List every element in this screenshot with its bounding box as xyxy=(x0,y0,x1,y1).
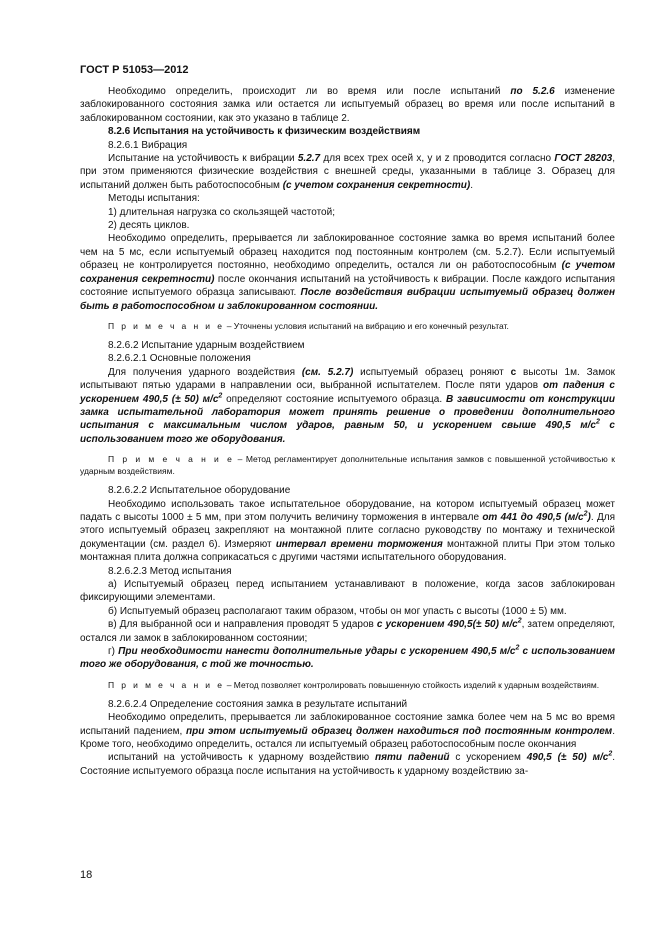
text-segment: 8.2.6.2.1 Основные положения xyxy=(108,353,251,365)
text-segment: Методы испытания: xyxy=(108,193,200,205)
text-segment: Необходимо определить, прерывается ли заблокированное состояние замка во время испытаний более чем на 5 мс, если испытуемый образец находится под постоянным контролем (см. 5.2.7). Если испытуемый образец не контролируется постоянно, необходимо определить, остался ли он работоспособным xyxy=(80,233,615,272)
body-paragraph xyxy=(80,751,615,778)
note-label: П р и м е ч а н и е xyxy=(108,679,225,690)
body-paragraph xyxy=(80,192,615,205)
text-segment: 2 xyxy=(515,644,520,652)
text-segment: изменение заблокированного состояния замка или остается ли испытуемый образец во время или после испытаний в заблокированном состоянии, как это указано в таблице 2. xyxy=(80,86,615,124)
text-segment: по 5.2.6 xyxy=(510,86,555,97)
paragraph-gap xyxy=(80,477,615,484)
text-segment: 1) длительная нагрузка со скользящей частотой; xyxy=(108,206,335,218)
text-segment: с xyxy=(510,366,517,378)
text-segment: а) Испытуемый образец перед испытанием устанавливают в положение, когда засов заблокирован фиксирующими элементами. xyxy=(80,579,615,604)
text-segment: монтажной плиты При этом только монтажная плита должна соприкасаться с другими частями испытательного оборудования. xyxy=(80,538,615,564)
paragraph-gap xyxy=(80,446,615,453)
body-paragraph xyxy=(80,565,615,578)
text-segment: при этом испытуемый образец должен находиться под постоянным контролем xyxy=(186,725,613,737)
paragraph-gap xyxy=(80,332,615,339)
text-segment: 490,5 (± 50) м/с xyxy=(526,752,609,764)
text-segment: При необходимости нанести дополнительные удары с ускорением 490,5 м/с xyxy=(118,646,516,658)
text-segment: от 441 до 490,5 (м/с xyxy=(482,511,584,523)
page-number: 18 xyxy=(80,869,93,881)
standard-header: ГОСТ Р 51053—2012 xyxy=(80,64,189,76)
text-segment: В зависимости от конструкции замка испытательной лаборатория может принять решение о проведении дополнительного испытания с максимальным числом ударов, равным 50, и ускорением свыше 490,5 м/с xyxy=(80,393,615,432)
text-segment: , при этом применяются физические воздействия с внешней среды, указанными в таблице 3. Образец для испытаний должен быть работоспособным xyxy=(80,153,615,191)
text-segment: 8.2.6.2 Испытание ударным воздействием xyxy=(108,339,305,351)
body-paragraph xyxy=(80,618,615,645)
text-segment: с использованием того же оборудования, с той же точностью. xyxy=(80,646,615,671)
text-segment: испытуемый образец роняют xyxy=(353,366,511,378)
text-segment: , затем определяют, остался ли замок в заблокированном состоянии; xyxy=(80,619,615,644)
text-segment: интервал времени торможения xyxy=(275,538,443,550)
body-paragraph xyxy=(80,339,615,352)
text-segment: 2 xyxy=(218,392,223,400)
text-segment: 8.2.6.2.4 Определение состояния замка в результате испытаний xyxy=(108,698,408,710)
text-segment: 8.2.6.2.3 Метод испытания xyxy=(108,565,232,577)
body-paragraph xyxy=(80,352,615,365)
text-segment: Испытание на устойчивость к вибрации xyxy=(108,153,298,165)
body-paragraph xyxy=(80,645,615,672)
text-segment: . Состояние испытуемого образца после испытания на устойчивость к ударному воздействию за- xyxy=(80,752,615,777)
text-segment: Необходимо использовать такое испытательное оборудование, на котором испытуемый образец может падать с высоты 1000 ± 5 мм, при этом получить величину торможения в интервале xyxy=(80,498,615,523)
text-segment: – Уточнены условия испытаний на вибрацию и его конечный результат. xyxy=(224,320,509,331)
text-segment: испытаний на устойчивость к ударному воздействию xyxy=(108,752,376,764)
body-paragraph xyxy=(80,206,615,219)
text-segment: 8.2.6 Испытания на устойчивость к физическим воздействиям xyxy=(108,126,421,138)
text-segment: (с учетом сохранения секретности) xyxy=(282,179,471,191)
paragraph-gap xyxy=(80,313,615,320)
body-paragraph xyxy=(80,498,615,565)
text-segment: для всех трех осей x, y и z проводится согласно xyxy=(320,153,555,165)
text-segment: ГОСТ 28203 xyxy=(554,153,613,165)
text-segment: – Метод позволяет контролировать повышенную стойкость изделий к ударным воздействиям. xyxy=(224,679,600,690)
body-paragraph xyxy=(80,698,615,711)
body-paragraph xyxy=(80,578,615,605)
text-segment: б) Испытуемый образец располагают таким образом, чтобы он мог упасть с высоты (1000 ± 5) мм. xyxy=(108,605,567,617)
text-segment: пяти падений xyxy=(375,752,450,764)
text-segment: 8.2.6.2.2 Испытательное оборудование xyxy=(108,485,291,497)
body-paragraph xyxy=(80,605,615,618)
note-label: П р и м е ч а н и е xyxy=(108,454,235,465)
text-segment: . xyxy=(470,179,474,191)
text-segment: ) xyxy=(587,511,591,523)
text-segment: высоты 1м. Замок испытывают пятью ударами в направлении оси, выбранной испытателем. После пяти ударов xyxy=(80,366,616,392)
text-segment: 2 xyxy=(595,419,600,427)
text-segment: Для получения ударного воздействия xyxy=(108,366,302,378)
text-segment: . Для этого испытуемый образец закрепляют на монтажной плите согласно руководству по монтажу и технической документации (см. раздел 6). Измеряют xyxy=(80,511,615,550)
body-paragraph xyxy=(80,366,615,446)
text-segment: от падения с ускорением 490,5 (± 50) м/с xyxy=(80,380,615,405)
text-segment: Необходимо определить, прерывается ли заблокированное состояние замка более чем на 5 мс во время испытаний падением, xyxy=(80,712,615,737)
text-segment: после окончания испытаний на устойчивость к вибрации. После каждого испытания состояние испытуемого образца записывают. xyxy=(80,273,615,299)
text-segment: Необходимо определить, происходит ли во время или после испытаний xyxy=(108,86,511,97)
text-segment: в) Для выбранной оси и направления проводят 5 ударов xyxy=(108,619,377,631)
body-paragraph xyxy=(80,139,615,152)
body-paragraph xyxy=(80,85,615,125)
body-paragraph xyxy=(80,219,615,232)
text-segment: . Кроме того, необходимо определить, остался ли испытуемый образец работоспособным после окончания xyxy=(80,725,615,751)
text-segment: – Метод регламентирует дополнительные испытания замков с повышенной устойчивостью к ударным воздействиям. xyxy=(80,454,615,477)
note-paragraph xyxy=(80,320,615,332)
body-paragraph xyxy=(80,152,615,192)
text-segment: определяют состояние испытуемого образца. xyxy=(222,393,446,405)
text-segment: с ускорением xyxy=(449,752,527,764)
note-paragraph xyxy=(80,679,615,691)
text-segment: 2 xyxy=(517,617,522,625)
text-segment: 2) десять циклов. xyxy=(108,220,190,232)
text-segment: 5.2.7 xyxy=(297,153,321,165)
text-segment: 2 xyxy=(583,510,588,518)
text-segment: (см. 5.2.7) xyxy=(301,366,354,378)
text-segment: 8.2.6.1 Вибрация xyxy=(108,139,188,151)
note-label: П р и м е ч а н и е xyxy=(108,320,225,331)
body-paragraph xyxy=(80,484,615,497)
document-body xyxy=(80,85,615,778)
text-segment: с ускорением 490,5(± 50) м/с xyxy=(376,619,518,631)
text-segment: (с учетом сохранения секретности) xyxy=(80,260,615,285)
paragraph-gap xyxy=(80,672,615,679)
body-paragraph xyxy=(80,232,615,312)
text-segment: После воздействия вибрации испытуемый образец должен быть в работоспособном и заблокированном состоянии. xyxy=(80,287,615,312)
text-segment: 2 xyxy=(608,751,613,759)
section-heading xyxy=(80,125,615,138)
note-paragraph xyxy=(80,453,615,477)
text-segment: г) xyxy=(108,646,119,658)
paragraph-gap xyxy=(80,691,615,698)
body-paragraph xyxy=(80,711,615,751)
text-segment: с использованием того же оборудования. xyxy=(80,420,615,445)
